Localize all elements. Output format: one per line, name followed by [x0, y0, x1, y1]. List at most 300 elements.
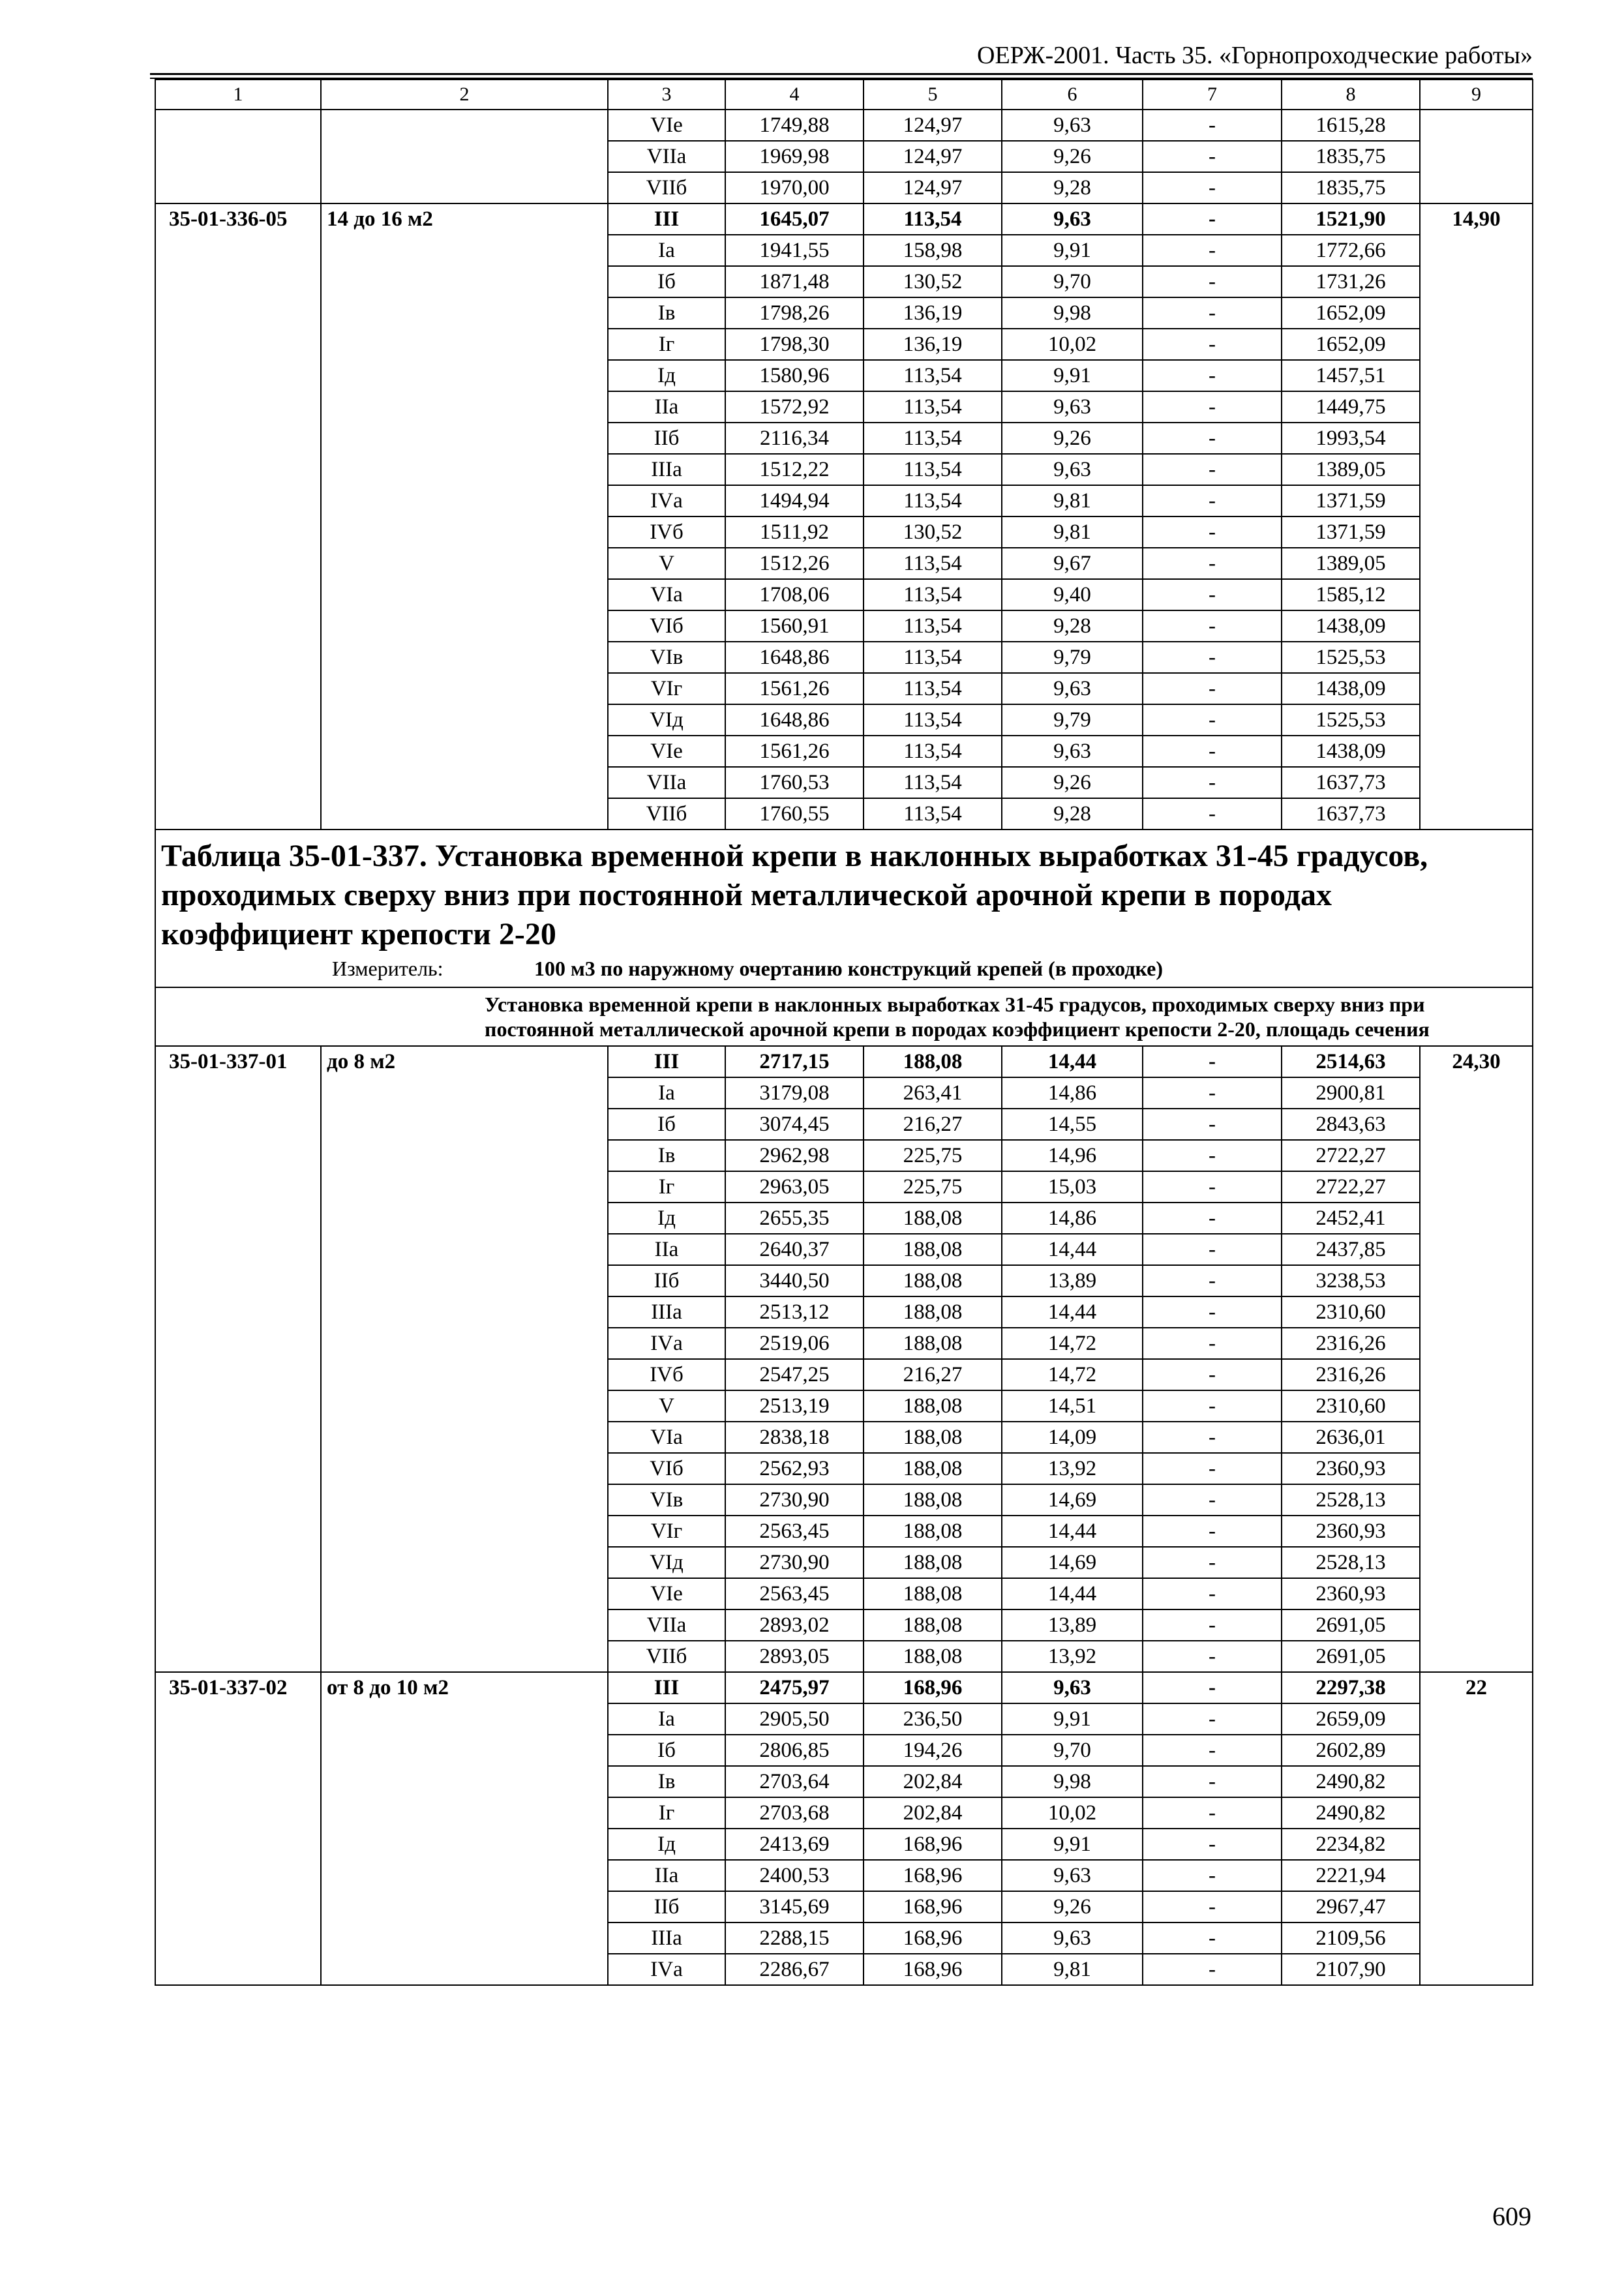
table-cell: 9,81: [1002, 516, 1143, 548]
table-cell: VIе: [608, 736, 725, 767]
table-cell: -: [1143, 1516, 1282, 1547]
table-cell: 9,98: [1002, 297, 1143, 329]
table-cell: 188,08: [864, 1641, 1002, 1672]
table-cell: VIа: [608, 579, 725, 610]
table-cell: 9,91: [1002, 1829, 1143, 1860]
table-cell: Iв: [608, 1766, 725, 1797]
table-cell: 1511,92: [725, 516, 864, 548]
table-cell: 9,26: [1002, 141, 1143, 172]
table-cell: -: [1143, 360, 1282, 391]
column-number: 8: [1282, 80, 1420, 110]
table-cell: Iб: [608, 1735, 725, 1766]
table-cell: 3440,50: [725, 1265, 864, 1296]
table-cell: -: [1143, 767, 1282, 798]
table-cell: 2963,05: [725, 1171, 864, 1203]
table-cell: 2838,18: [725, 1422, 864, 1453]
table-cell: Iб: [608, 266, 725, 297]
table-cell: 1438,09: [1282, 736, 1420, 767]
table-cell: 113,54: [864, 423, 1002, 454]
table-cell: 2722,27: [1282, 1140, 1420, 1171]
table-cell: 2514,63: [1282, 1046, 1420, 1077]
table-cell: 14,86: [1002, 1077, 1143, 1109]
table-cell: VIв: [608, 642, 725, 673]
table-cell: IVа: [608, 1954, 725, 1985]
table-cell: -: [1143, 1954, 1282, 1985]
table-cell: 168,96: [864, 1922, 1002, 1954]
table-cell: Iв: [608, 297, 725, 329]
table-cell: -: [1143, 1046, 1282, 1077]
table-cell: 2490,82: [1282, 1797, 1420, 1829]
table-cell: 14,44: [1002, 1234, 1143, 1265]
table-cell: 1760,53: [725, 767, 864, 798]
table-cell: 168,96: [864, 1829, 1002, 1860]
table-cell: 113,54: [864, 579, 1002, 610]
table-cell: -: [1143, 172, 1282, 203]
table-cell: Iв: [608, 1140, 725, 1171]
table-cell: 2437,85: [1282, 1234, 1420, 1265]
table-cell: -: [1143, 1328, 1282, 1359]
table-cell: 1871,48: [725, 266, 864, 297]
table-cell: 9,79: [1002, 704, 1143, 736]
table-cell: 188,08: [864, 1203, 1002, 1234]
table-cell: 9,26: [1002, 767, 1143, 798]
table-cell: 1772,66: [1282, 235, 1420, 266]
table-cell: 2297,38: [1282, 1672, 1420, 1703]
norm-code: [155, 110, 321, 203]
table-cell: 14,72: [1002, 1359, 1143, 1390]
table-cell: 2221,94: [1282, 1860, 1420, 1891]
table-cell: 2691,05: [1282, 1641, 1420, 1672]
table-cell: Iд: [608, 360, 725, 391]
norm-col9: 14,90: [1420, 203, 1533, 830]
table-cell: 136,19: [864, 329, 1002, 360]
table-cell: V: [608, 1390, 725, 1422]
table-cell: -: [1143, 516, 1282, 548]
table-cell: -: [1143, 1797, 1282, 1829]
table-cell: 188,08: [864, 1390, 1002, 1422]
table-cell: 2806,85: [725, 1735, 864, 1766]
column-number: 6: [1002, 80, 1143, 110]
table-cell: 1941,55: [725, 235, 864, 266]
table-cell: 113,54: [864, 203, 1002, 235]
table-cell: Iа: [608, 1703, 725, 1735]
table-cell: -: [1143, 454, 1282, 485]
table-description: Установка временной крепи в наклонных выработках 31-45 градусов, проходимых сверху вниз при постоянной металлической арочной крепи в породах коэффициент крепости 2-20, площадь сечения: [155, 987, 1533, 1046]
table-cell: -: [1143, 266, 1282, 297]
table-cell: 2528,13: [1282, 1547, 1420, 1578]
norm-name: до 8 м2: [321, 1046, 608, 1672]
table-cell: 168,96: [864, 1891, 1002, 1922]
table-cell: 1561,26: [725, 736, 864, 767]
table-cell: 2640,37: [725, 1234, 864, 1265]
table-cell: -: [1143, 1234, 1282, 1265]
measure-row: [161, 955, 1527, 981]
table-cell: 188,08: [864, 1547, 1002, 1578]
table-cell: VIIб: [608, 1641, 725, 1672]
table-cell: 188,08: [864, 1516, 1002, 1547]
header-title: ОЕРЖ-2001. Часть 35. «Горнопроходческие работы»: [977, 42, 1533, 69]
table-cell: 13,92: [1002, 1453, 1143, 1484]
table-cell: 13,89: [1002, 1609, 1143, 1641]
table-cell: -: [1143, 1203, 1282, 1234]
table-cell: 2703,64: [725, 1766, 864, 1797]
table-cell: 9,63: [1002, 1922, 1143, 1954]
norm-name: от 8 до 10 м2: [321, 1672, 608, 1985]
table-cell: 3238,53: [1282, 1265, 1420, 1296]
table-cell: VIе: [608, 110, 725, 141]
table-cell: III: [608, 203, 725, 235]
table-cell: 2490,82: [1282, 1766, 1420, 1797]
table-cell: 1993,54: [1282, 423, 1420, 454]
table-cell: 2107,90: [1282, 1954, 1420, 1985]
table-cell: IIб: [608, 1891, 725, 1922]
table-cell: IIа: [608, 1860, 725, 1891]
header-rule: [150, 73, 1533, 75]
table-cell: Iа: [608, 1077, 725, 1109]
table-cell: -: [1143, 1735, 1282, 1766]
table-cell: 113,54: [864, 360, 1002, 391]
table-cell: 2475,97: [725, 1672, 864, 1703]
table-row: [155, 203, 1533, 235]
table-cell: 1580,96: [725, 360, 864, 391]
table-cell: 9,91: [1002, 360, 1143, 391]
table-cell: 9,40: [1002, 579, 1143, 610]
table-cell: 1835,75: [1282, 141, 1420, 172]
table-cell: 2286,67: [725, 1954, 864, 1985]
table-cell: 1560,91: [725, 610, 864, 642]
table-cell: 1585,12: [1282, 579, 1420, 610]
table-cell: -: [1143, 1829, 1282, 1860]
table-cell: Iг: [608, 329, 725, 360]
table-cell: 13,92: [1002, 1641, 1143, 1672]
table-cell: 1438,09: [1282, 610, 1420, 642]
table-cell: 136,19: [864, 297, 1002, 329]
table-cell: 113,54: [864, 798, 1002, 830]
table-cell: 225,75: [864, 1171, 1002, 1203]
table-cell: Iг: [608, 1797, 725, 1829]
table-cell: 14,69: [1002, 1484, 1143, 1516]
table-cell: 9,98: [1002, 1766, 1143, 1797]
table-cell: -: [1143, 1109, 1282, 1140]
table-cell: 124,97: [864, 172, 1002, 203]
table-cell: 9,67: [1002, 548, 1143, 579]
table-cell: 2116,34: [725, 423, 864, 454]
table-cell: VIIа: [608, 1609, 725, 1641]
table-cell: 2310,60: [1282, 1296, 1420, 1328]
table-cell: 1645,07: [725, 203, 864, 235]
table-cell: 14,44: [1002, 1516, 1143, 1547]
table-cell: 9,91: [1002, 1703, 1143, 1735]
table-cell: 1389,05: [1282, 548, 1420, 579]
table-cell: 1512,22: [725, 454, 864, 485]
page-number: 609: [1492, 2202, 1531, 2231]
table-cell: 2703,68: [725, 1797, 864, 1829]
table-cell: VIг: [608, 673, 725, 704]
table-cell: -: [1143, 1171, 1282, 1203]
table-cell: IVа: [608, 1328, 725, 1359]
table-cell: 1494,94: [725, 485, 864, 516]
table-cell: 1749,88: [725, 110, 864, 141]
table-cell: 124,97: [864, 141, 1002, 172]
table-cell: VIв: [608, 1484, 725, 1516]
table-cell: 236,50: [864, 1703, 1002, 1735]
table-cell: 9,91: [1002, 235, 1143, 266]
table-cell: 113,54: [864, 454, 1002, 485]
table-cell: 10,02: [1002, 329, 1143, 360]
norm-col9: [1420, 110, 1533, 203]
table-cell: 2563,45: [725, 1578, 864, 1609]
table-cell: VIIб: [608, 172, 725, 203]
table-cell: -: [1143, 1390, 1282, 1422]
table-row: [155, 110, 1533, 141]
table-cell: 14,44: [1002, 1046, 1143, 1077]
table-cell: 113,54: [864, 736, 1002, 767]
table-cell: III: [608, 1672, 725, 1703]
table-cell: 188,08: [864, 1296, 1002, 1328]
norm-col9: 22: [1420, 1672, 1533, 1985]
column-number: 2: [321, 80, 608, 110]
column-number: 7: [1143, 80, 1282, 110]
table-cell: 194,26: [864, 1735, 1002, 1766]
table-cell: 2528,13: [1282, 1484, 1420, 1516]
table-cell: -: [1143, 1703, 1282, 1735]
table-cell: VIб: [608, 1453, 725, 1484]
table-cell: 14,72: [1002, 1328, 1143, 1359]
table-cell: 1561,26: [725, 673, 864, 704]
table-cell: 188,08: [864, 1328, 1002, 1359]
table-cell: 1637,73: [1282, 767, 1420, 798]
table-cell: 1438,09: [1282, 673, 1420, 704]
table-cell: IIб: [608, 423, 725, 454]
table-cell: 9,63: [1002, 391, 1143, 423]
table-cell: -: [1143, 610, 1282, 642]
table-cell: VIд: [608, 704, 725, 736]
table-cell: 188,08: [864, 1422, 1002, 1453]
column-number: 5: [864, 80, 1002, 110]
table-cell: 2962,98: [725, 1140, 864, 1171]
table-cell: 14,55: [1002, 1109, 1143, 1140]
table-cell: V: [608, 548, 725, 579]
table-cell: 1798,26: [725, 297, 864, 329]
table-cell: IIа: [608, 391, 725, 423]
table-cell: 2717,15: [725, 1046, 864, 1077]
table-cell: 9,63: [1002, 454, 1143, 485]
table-cell: 2967,47: [1282, 1891, 1420, 1922]
column-number: 4: [725, 80, 864, 110]
table-cell: 2310,60: [1282, 1390, 1420, 1422]
table-cell: 14,09: [1002, 1422, 1143, 1453]
table-cell: IVа: [608, 485, 725, 516]
table-cell: 2722,27: [1282, 1171, 1420, 1203]
table-cell: 2730,90: [725, 1547, 864, 1578]
table-cell: 9,81: [1002, 485, 1143, 516]
table-cell: -: [1143, 485, 1282, 516]
table-cell: 2547,25: [725, 1359, 864, 1390]
table-cell: Iд: [608, 1203, 725, 1234]
table-cell: VIIа: [608, 767, 725, 798]
table-cell: III: [608, 1046, 725, 1077]
table-cell: -: [1143, 1578, 1282, 1609]
table-cell: 1525,53: [1282, 642, 1420, 673]
table-cell: 2602,89: [1282, 1735, 1420, 1766]
table-cell: -: [1143, 1672, 1282, 1703]
table-cell: -: [1143, 1077, 1282, 1109]
table-cell: IIб: [608, 1265, 725, 1296]
table-cell: Iг: [608, 1171, 725, 1203]
table-cell: 1637,73: [1282, 798, 1420, 830]
table-cell: 113,54: [864, 610, 1002, 642]
table-cell: 9,79: [1002, 642, 1143, 673]
table-cell: -: [1143, 579, 1282, 610]
table-cell: 113,54: [864, 548, 1002, 579]
table-cell: -: [1143, 736, 1282, 767]
table-cell: Iа: [608, 235, 725, 266]
table-cell: 1969,98: [725, 141, 864, 172]
table-cell: -: [1143, 673, 1282, 704]
table-cell: 168,96: [864, 1954, 1002, 1985]
table-cell: -: [1143, 423, 1282, 454]
table-cell: 9,63: [1002, 203, 1143, 235]
table-cell: 188,08: [864, 1046, 1002, 1077]
table-cell: -: [1143, 1422, 1282, 1453]
table-cell: 2452,41: [1282, 1203, 1420, 1234]
table-cell: 2400,53: [725, 1860, 864, 1891]
table-cell: 9,81: [1002, 1954, 1143, 1985]
table-cell: 2562,93: [725, 1453, 864, 1484]
table-cell: -: [1143, 1547, 1282, 1578]
table-cell: 2288,15: [725, 1922, 864, 1954]
table-cell: 168,96: [864, 1860, 1002, 1891]
table-cell: 14,86: [1002, 1203, 1143, 1234]
table-cell: 113,54: [864, 391, 1002, 423]
table-cell: 113,54: [864, 642, 1002, 673]
table-cell: 1648,86: [725, 642, 864, 673]
column-number: 3: [608, 80, 725, 110]
table-cell: 2691,05: [1282, 1609, 1420, 1641]
table-cell: 1835,75: [1282, 172, 1420, 203]
table-cell: -: [1143, 141, 1282, 172]
table-cell: 1652,09: [1282, 297, 1420, 329]
table-cell: 2316,26: [1282, 1328, 1420, 1359]
measure-label: Измеритель:: [332, 957, 444, 980]
table-cell: 15,03: [1002, 1171, 1143, 1203]
table-cell: 14,96: [1002, 1140, 1143, 1171]
table-cell: 2900,81: [1282, 1077, 1420, 1109]
table-cell: 113,54: [864, 485, 1002, 516]
table-cell: 1798,30: [725, 329, 864, 360]
table-cell: 113,54: [864, 704, 1002, 736]
table-cell: 2893,02: [725, 1609, 864, 1641]
table-cell: 3145,69: [725, 1891, 864, 1922]
table-cell: 1525,53: [1282, 704, 1420, 736]
table-cell: -: [1143, 1609, 1282, 1641]
table-cell: 1970,00: [725, 172, 864, 203]
table-cell: 2234,82: [1282, 1829, 1420, 1860]
table-cell: 3179,08: [725, 1077, 864, 1109]
table-cell: 1457,51: [1282, 360, 1420, 391]
table-cell: 2893,05: [725, 1641, 864, 1672]
table-cell: 2513,19: [725, 1390, 864, 1422]
norm-code: 35-01-336-05: [155, 203, 321, 830]
table-cell: -: [1143, 203, 1282, 235]
table-cell: 113,54: [864, 673, 1002, 704]
table-cell: 263,41: [864, 1077, 1002, 1109]
table-cell: 168,96: [864, 1672, 1002, 1703]
table-cell: VIе: [608, 1578, 725, 1609]
table-cell: 1572,92: [725, 391, 864, 423]
table-cell: 124,97: [864, 110, 1002, 141]
table-cell: 9,63: [1002, 110, 1143, 141]
table-cell: 1648,86: [725, 704, 864, 736]
table-cell: 188,08: [864, 1609, 1002, 1641]
table-cell: 1708,06: [725, 579, 864, 610]
norm-col9: 24,30: [1420, 1046, 1533, 1672]
table-cell: -: [1143, 642, 1282, 673]
table-cell: 1371,59: [1282, 485, 1420, 516]
table-cell: -: [1143, 391, 1282, 423]
table-cell: -: [1143, 1484, 1282, 1516]
table-cell: -: [1143, 1265, 1282, 1296]
table-cell: 9,70: [1002, 266, 1143, 297]
table-cell: 14,44: [1002, 1296, 1143, 1328]
table-cell: 158,98: [864, 235, 1002, 266]
table-cell: 2513,12: [725, 1296, 864, 1328]
table-title: Таблица 35-01-337. Установка временной крепи в наклонных выработках 31-45 градусов, проходимых сверху вниз при постоянной металлической арочной крепи в породах коэффициент крепости 2-20: [161, 839, 1428, 951]
table-cell: 9,63: [1002, 1860, 1143, 1891]
table-cell: 9,63: [1002, 673, 1143, 704]
table-cell: 1371,59: [1282, 516, 1420, 548]
table-row: [155, 1046, 1533, 1077]
table-cell: 216,27: [864, 1109, 1002, 1140]
column-number-row: [155, 80, 1533, 110]
table-cell: 2519,06: [725, 1328, 864, 1359]
table-cell: VIд: [608, 1547, 725, 1578]
table-cell: IVб: [608, 516, 725, 548]
table-cell: 9,28: [1002, 172, 1143, 203]
table-cell: -: [1143, 110, 1282, 141]
table-row: [155, 1672, 1533, 1703]
norm-code: 35-01-337-01: [155, 1046, 321, 1672]
table-cell: -: [1143, 1641, 1282, 1672]
table-cell: 2659,09: [1282, 1703, 1420, 1735]
column-number: 9: [1420, 80, 1533, 110]
table-cell: 9,63: [1002, 736, 1143, 767]
table-title-cell: [155, 830, 1533, 987]
table-cell: -: [1143, 1140, 1282, 1171]
table-cell: 188,08: [864, 1484, 1002, 1516]
table-cell: -: [1143, 1922, 1282, 1954]
table-cell: IIа: [608, 1234, 725, 1265]
table-cell: 1731,26: [1282, 266, 1420, 297]
table-cell: 10,02: [1002, 1797, 1143, 1829]
table-cell: 2109,56: [1282, 1922, 1420, 1954]
table-cell: 9,28: [1002, 610, 1143, 642]
table-cell: 1615,28: [1282, 110, 1420, 141]
norms-table: [155, 79, 1533, 1986]
table-cell: 14,44: [1002, 1578, 1143, 1609]
table-cell: 188,08: [864, 1578, 1002, 1609]
table-cell: -: [1143, 548, 1282, 579]
table-cell: 2360,93: [1282, 1578, 1420, 1609]
table-cell: 1760,55: [725, 798, 864, 830]
table-cell: -: [1143, 1296, 1282, 1328]
table-cell: 225,75: [864, 1140, 1002, 1171]
table-cell: 9,70: [1002, 1735, 1143, 1766]
table-cell: 2360,93: [1282, 1453, 1420, 1484]
table-cell: -: [1143, 1766, 1282, 1797]
table-cell: 13,89: [1002, 1265, 1143, 1296]
column-number: 1: [155, 80, 321, 110]
